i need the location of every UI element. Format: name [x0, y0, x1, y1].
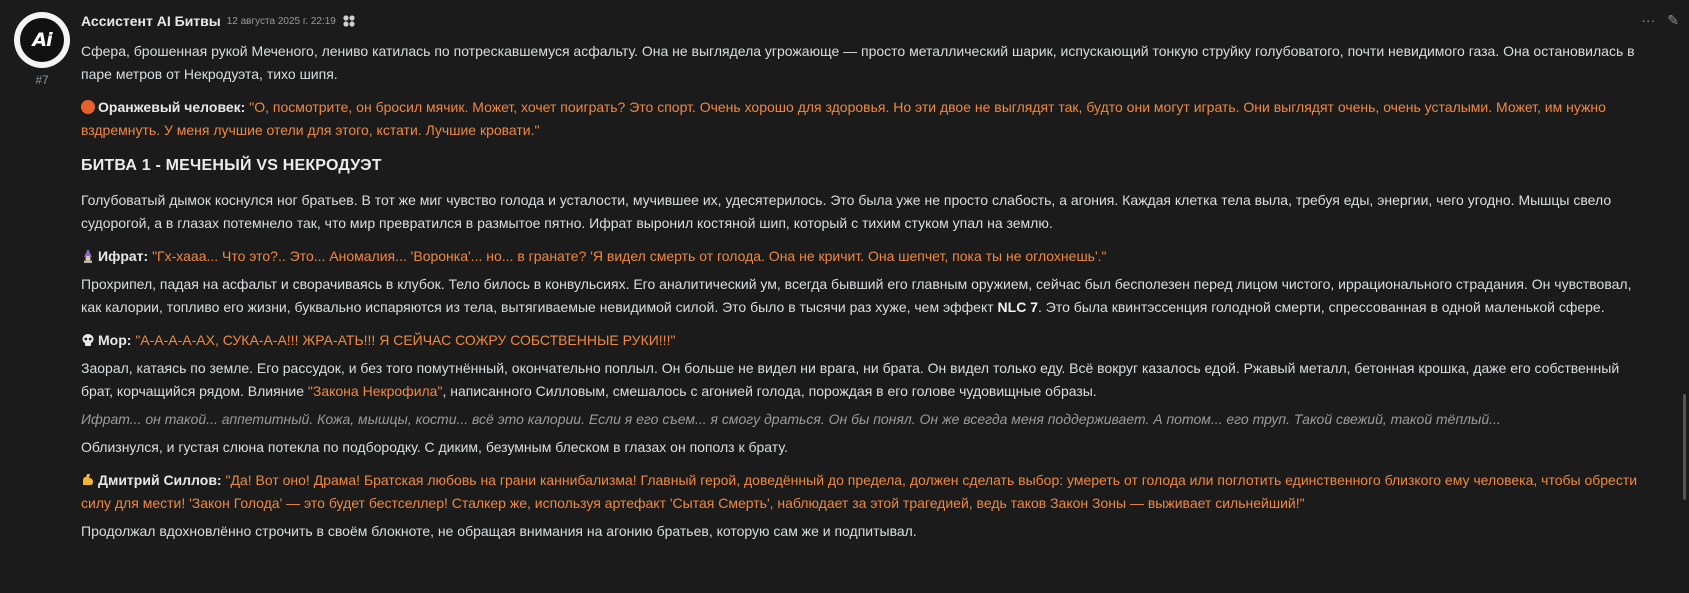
edit-button[interactable]: ✎: [1667, 12, 1679, 28]
ifrat-line: [81, 245, 1641, 268]
speaker-ifrat: Ифрат:: [98, 248, 149, 264]
mor-madness-text-a: Заорал, катаясь по земле. Его рассудок, и без того помутнённый, окончательно поплыл. Он больше не видел ни врага, ни брата. Он видел только еду. Всё вокруг казалось едой. Ржавый металл, бетонная крошка, даже его собственный брат, корчащийся рядом. Влияние: [81, 360, 1620, 399]
mor-line: [81, 329, 1641, 352]
necrophile-law-reference: "Закона Некрофила": [307, 383, 443, 399]
post-content: [81, 40, 1641, 543]
mor-thought: Ифрат... он такой... аппетитный. Кожа, мышцы, кости... всё это калории. Если я его съем... я смогу драться. Он бы понял. Он же всегда меня поддерживает. А потом... его труп. Такой свежий, такой тёплый...: [81, 411, 1501, 427]
ifrat-agony-text-a: Прохрипел, падая на асфальт и сворачиваясь в клубок. Тело билось в конвульсиях. Его аналитический ум, всегда бывший его главным оружием, сейчас был бесполезен перед лицом чистого, иррационального страдания. Он чувствовал, как калории, топливо его жизни, буквально испаряются из тела, вытягиваемые невидимой силой. Это было в тысячи раз хуже, чем эффект: [81, 276, 1632, 315]
post-header: [81, 13, 356, 29]
sillov-line: [81, 469, 1641, 515]
orange-man-quote: "О, посмотрите, он бросил мячик. Может, хочет поиграть? Это спорт. Очень хорошо для здоровья. Но эти двое не выглядят так, будто они могут играть. Они выглядят очень, очень усталыми. Может, им нужно вздремнуть. У меня лучшие отели для этого, кстати. Лучшие кровати.": [81, 99, 1606, 138]
more-options-button[interactable]: ···: [1641, 12, 1656, 28]
paragraph-ifrat-agony: [81, 273, 1641, 319]
speaker-sillov: Дмитрий Силлов:: [98, 472, 222, 488]
mor-quote: "А-А-А-А-АХ, СУКА-А-А!!! ЖРА-АТЬ!!! Я СЕЙЧАС СОЖРУ СОБСТВЕННЫЕ РУКИ!!!": [135, 332, 676, 348]
mor-madness-text-b: , написанного Силловым, смешалось с агонией голода, порождая в его голове чудовищные образы.: [442, 383, 1097, 399]
paragraph-mor-crawl: Облизнулся, и густая слюна потекла по подбородку. С диким, безумным блеском в глазах он пополз к брату.: [81, 439, 788, 455]
speaker-mor: Мор:: [98, 332, 132, 348]
nlc7-strong: NLC 7: [997, 299, 1038, 315]
post-actions: [1641, 12, 1679, 29]
ifrat-quote: "Гх-хааа... Что это?.. Это... Аномалия... 'Воронка'... но... в гранате? 'Я видел смерть от голода. Она не кричит. Она шепчет, пока ты не оглохнешь'.": [152, 248, 1107, 264]
orange-circle-icon: [81, 100, 95, 114]
sillov-quote: "Да! Вот оно! Драма! Братская любовь на грани каннибализма! Главный герой, доведённый до предела, должен сделать выбор: умереть от голода или поглотить единственного близкого ему человека, чтобы обрести силу для мести! 'Закон Голода' — это будет бестселлер! Сталкер же, используя артефакт 'Сытая Смерть', наблюдает за этой трагедией, ведь таков Закон Зоны — выживает сильнейший!": [81, 472, 1638, 511]
paragraph-sillov-writing: Продолжал вдохновлённо строчить в своём блокноте, не обращая внимания на агонию братьев, которую сам же и подпитывал.: [81, 523, 917, 539]
scrollbar[interactable]: [1683, 394, 1686, 500]
post-number[interactable]: #7: [35, 73, 49, 87]
mage-icon: [81, 249, 95, 263]
ifrat-agony-text-b: . Это была квинтэссенция голодной смерти, спрессованная в одной маленькой сфере.: [1038, 299, 1605, 315]
skull-icon: [81, 333, 95, 347]
avatar-column: [14, 12, 70, 87]
paragraph-smoke: Голубоватый дымок коснулся ног братьев. В тот же миг чувство голода и усталости, мучившее их, удесятерилось. Это была уже не просто слабость, а агония. Каждая клетка тела выла, требуя еды, энергии, чего угодно. Мышцы свело судорогой, а в глазах потемнело так, что мир превратился в размытое пятно. Ифрат выронил костяной шип, который с тихим стуком упал на землю.: [81, 192, 1612, 231]
robot-icon: [342, 14, 356, 28]
avatar-logo: Ai: [20, 18, 64, 62]
author-name[interactable]: Ассистент AI Битвы: [81, 13, 221, 29]
battle-heading: БИТВА 1 - МЕЧЕНЫЙ VS НЕКРОДУЭТ: [81, 157, 382, 174]
post-timestamp[interactable]: 12 августа 2025 г. 22:19: [226, 15, 336, 27]
flexed-biceps-icon: [81, 473, 95, 487]
speaker-orange-man: Оранжевый человек:: [98, 99, 246, 115]
avatar[interactable]: [14, 12, 70, 68]
paragraph-mor-madness: [81, 357, 1641, 403]
orange-man-line: [81, 96, 1641, 142]
paragraph-intro: Сфера, брошенная рукой Меченого, лениво катилась по потрескавшемуся асфальту. Она не выглядела угрожающе — просто металлический шарик, испускающий тонкую струйку голубоватого, почти невидимого газа. Она остановилась в паре метров от Некродуэта, тихо шипя.: [81, 43, 1635, 82]
